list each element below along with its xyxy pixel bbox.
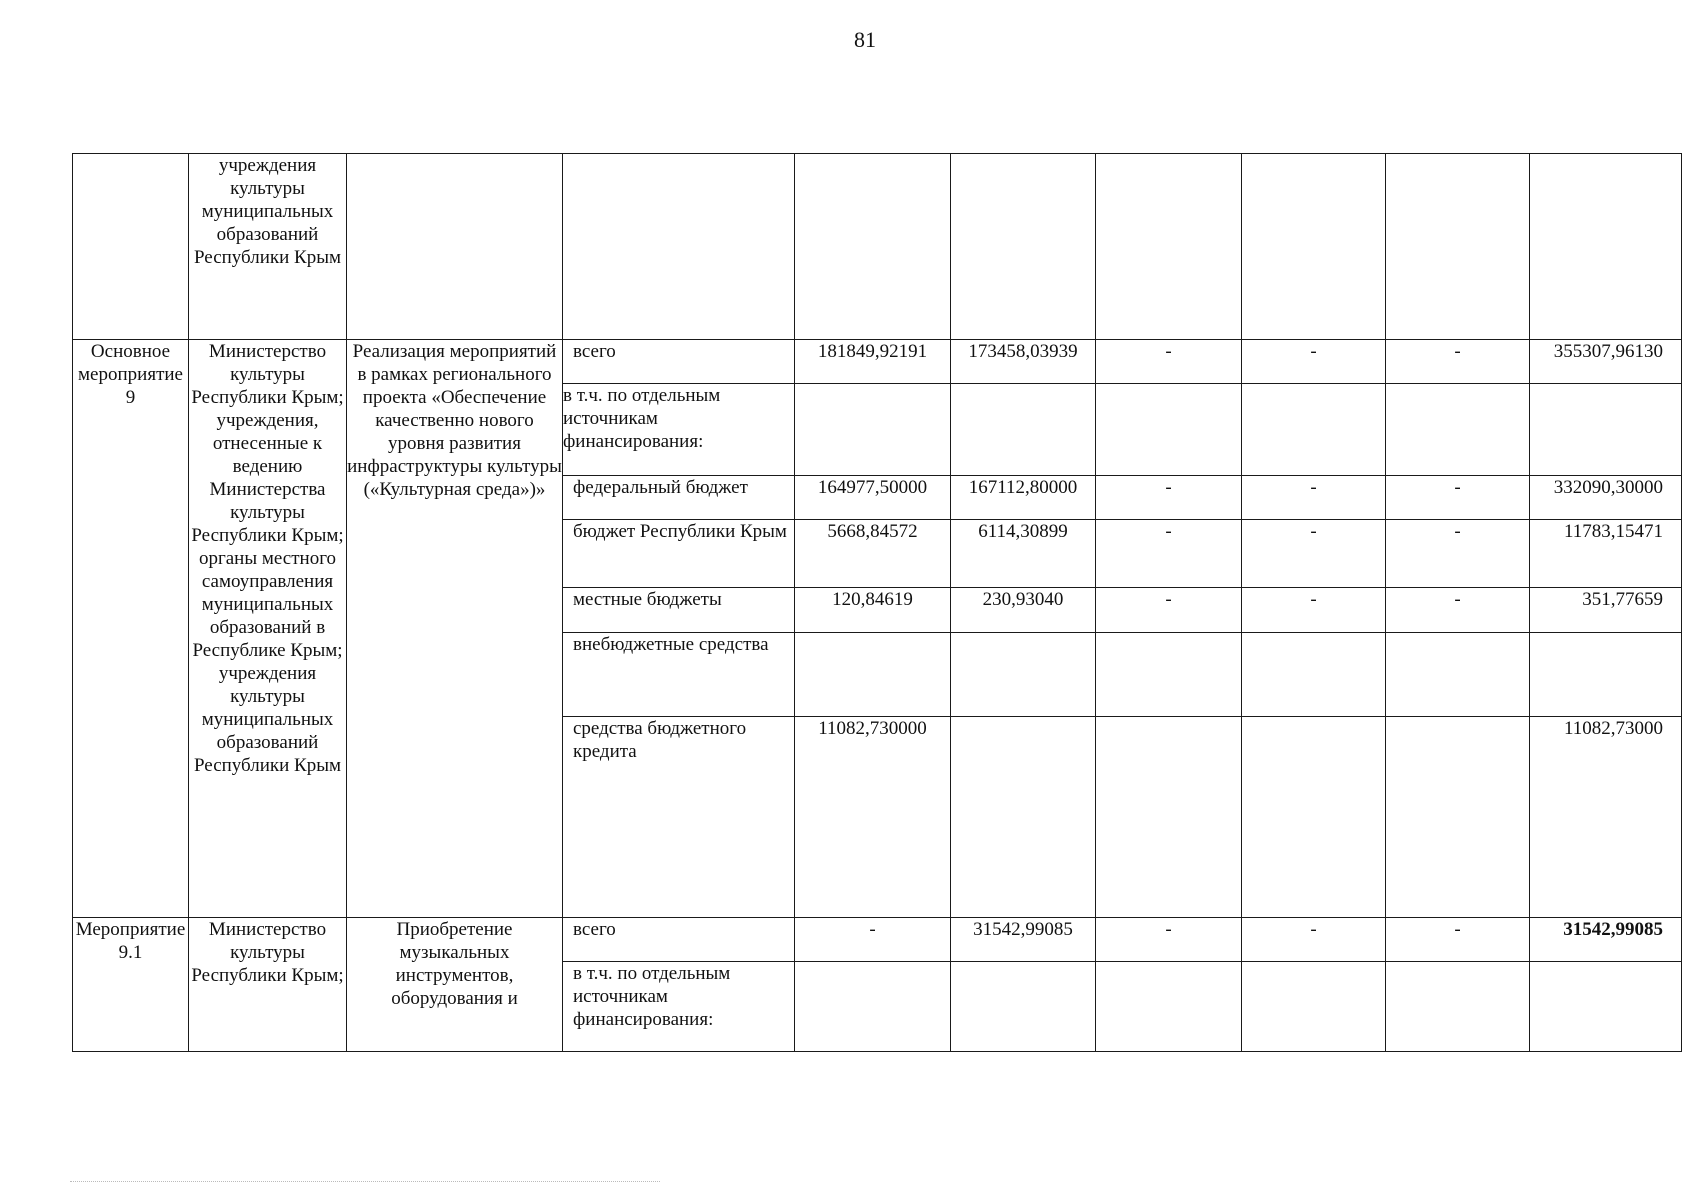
total-value: 11783,15471 (1530, 520, 1682, 588)
year2-value (951, 384, 1096, 476)
year3-value (1096, 384, 1242, 476)
year5-value: - (1386, 918, 1530, 962)
year4-value (1242, 633, 1386, 717)
year4-value: - (1242, 476, 1386, 520)
event-responsible: Министерство культуры Республики Крым; (189, 918, 347, 1052)
year4-value: - (1242, 340, 1386, 384)
year5-value (1386, 384, 1530, 476)
carry-over-row (73, 154, 1682, 340)
name-cell (347, 154, 563, 340)
year4-value (1242, 717, 1386, 918)
responsible-cell: учреждения культуры муниципальных образований Республики Крым (189, 154, 347, 340)
total-value (1530, 384, 1682, 476)
year4-value (1242, 962, 1386, 1052)
value-cell (1242, 154, 1386, 340)
total-value (1530, 962, 1682, 1052)
year2-value (951, 962, 1096, 1052)
table-row (73, 918, 1682, 962)
year5-value (1386, 717, 1530, 918)
value-cell (1386, 154, 1530, 340)
year3-value: - (1096, 476, 1242, 520)
year4-value: - (1242, 588, 1386, 633)
table-row (73, 340, 1682, 384)
total-value (1530, 633, 1682, 717)
total-value: 31542,99085 (1530, 918, 1682, 962)
code-cell (73, 154, 189, 340)
year4-value (1242, 384, 1386, 476)
event-name: Приобретение музыкальных инструментов, оборудования и (347, 918, 563, 1052)
year1-value: 181849,92191 (795, 340, 951, 384)
source-label: местные бюджеты (563, 588, 795, 633)
value-cell (951, 154, 1096, 340)
year3-value: - (1096, 588, 1242, 633)
source-label: в т.ч. по отдельным источникам финансирования: (563, 962, 795, 1052)
value-cell (795, 154, 951, 340)
year2-value: 31542,99085 (951, 918, 1096, 962)
year3-value (1096, 717, 1242, 918)
year1-value (795, 633, 951, 717)
year2-value: 230,93040 (951, 588, 1096, 633)
source-label: в т.ч. по отдельным источникам финансирования: (563, 384, 795, 476)
source-label: всего (563, 918, 795, 962)
total-value: 351,77659 (1530, 588, 1682, 633)
event-code: Мероприятие 9.1 (73, 918, 189, 1052)
year2-value: 6114,30899 (951, 520, 1096, 588)
year3-value: - (1096, 918, 1242, 962)
event-name: Реализация мероприятий в рамках регионального проекта «Обеспечение качественно нового уровня развития инфраструктуры культуры («Культурная среда»)» (347, 340, 563, 918)
year5-value (1386, 633, 1530, 717)
year1-value: 164977,50000 (795, 476, 951, 520)
year5-value: - (1386, 588, 1530, 633)
year1-value: - (795, 918, 951, 962)
source-label: средства бюджетного кредита (563, 717, 795, 918)
total-value: 332090,30000 (1530, 476, 1682, 520)
year3-value: - (1096, 520, 1242, 588)
year3-value (1096, 633, 1242, 717)
event-responsible: Министерство культуры Республики Крым; учреждения, отнесенные к ведению Министерства культуры Республики Крым; органы местного самоуправления муниципальных образований в Республике Крым; учреждения культуры муниципальных образований Республики Крым (189, 340, 347, 918)
source-label: бюджет Республики Крым (563, 520, 795, 588)
year2-value: 167112,80000 (951, 476, 1096, 520)
year4-value: - (1242, 918, 1386, 962)
total-value: 11082,73000 (1530, 717, 1682, 918)
source-label: федеральный бюджет (563, 476, 795, 520)
source-label: всего (563, 340, 795, 384)
year2-value: 173458,03939 (951, 340, 1096, 384)
footer-divider (70, 1181, 660, 1182)
year5-value: - (1386, 476, 1530, 520)
year3-value: - (1096, 340, 1242, 384)
source-label: внебюджетные средства (563, 633, 795, 717)
year1-value: 120,84619 (795, 588, 951, 633)
page-number: 81 (854, 27, 876, 52)
year5-value: - (1386, 340, 1530, 384)
year3-value (1096, 962, 1242, 1052)
value-cell (1530, 154, 1682, 340)
year2-value (951, 633, 1096, 717)
year1-value (795, 384, 951, 476)
source-cell (563, 154, 795, 340)
financing-table (72, 153, 1682, 1052)
event-code: Основное мероприятие 9 (73, 340, 189, 918)
year1-value: 11082,730000 (795, 717, 951, 918)
value-cell (1096, 154, 1242, 340)
year5-value: - (1386, 520, 1530, 588)
year1-value (795, 962, 951, 1052)
year2-value (951, 717, 1096, 918)
year5-value (1386, 962, 1530, 1052)
year4-value: - (1242, 520, 1386, 588)
year1-value: 5668,84572 (795, 520, 951, 588)
total-value: 355307,96130 (1530, 340, 1682, 384)
